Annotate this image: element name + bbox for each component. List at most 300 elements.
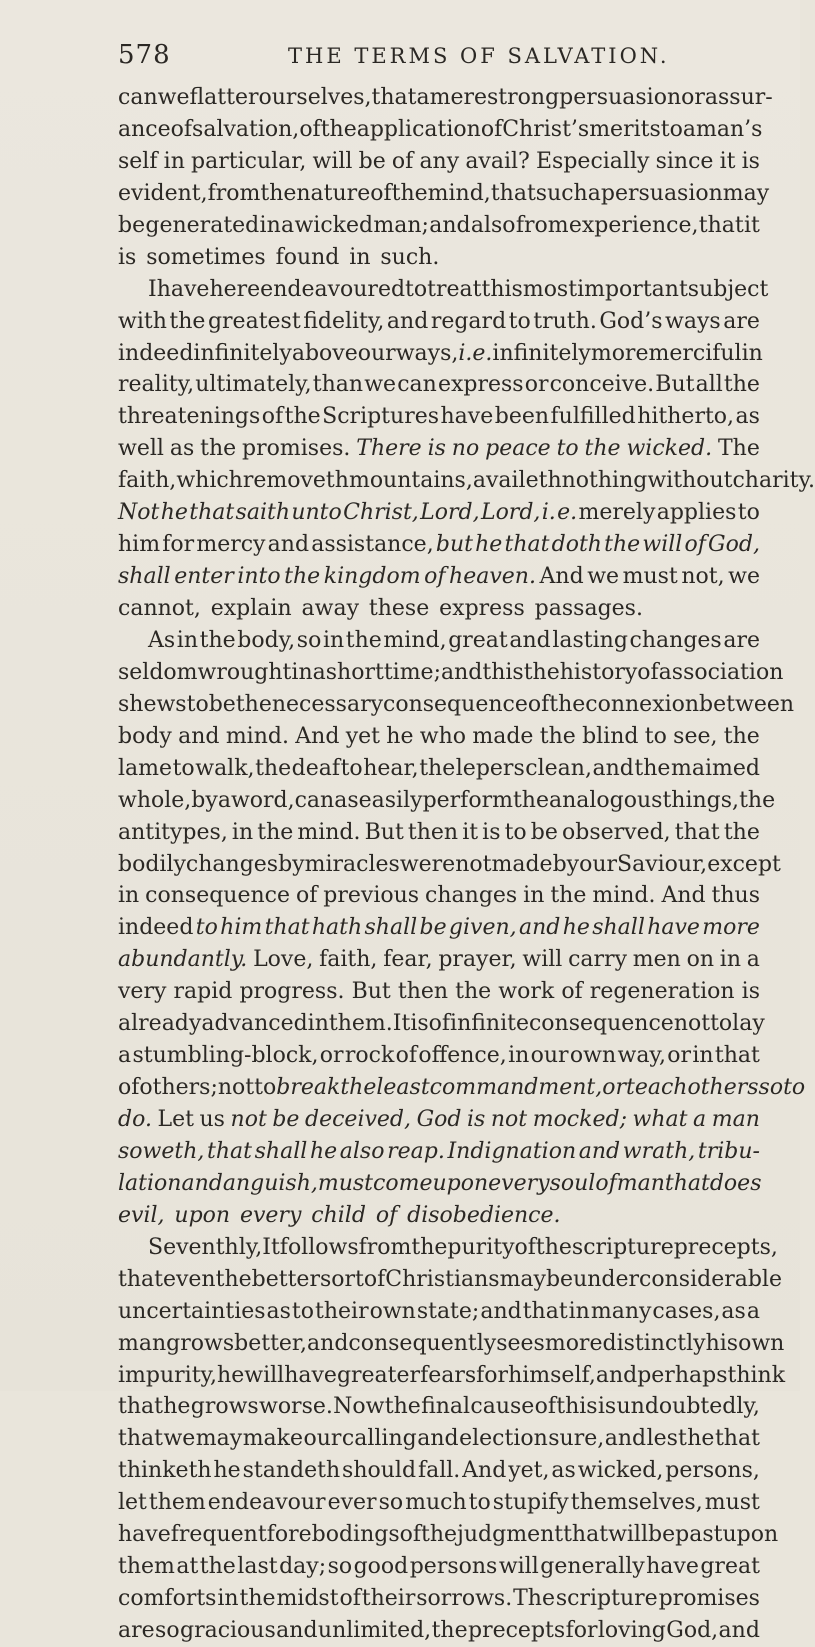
word: generally — [540, 1554, 645, 1580]
word: endeavoured — [260, 276, 406, 302]
word: distinctly — [602, 1330, 706, 1356]
word: persons, — [665, 1458, 760, 1484]
text-line — [118, 880, 760, 912]
word: and — [595, 1362, 638, 1388]
text-line — [118, 178, 770, 210]
word: midst — [276, 1586, 339, 1612]
word: break — [276, 1075, 341, 1101]
word: grows — [190, 1394, 259, 1420]
word: infinitely — [193, 340, 292, 366]
word: commandment, — [429, 1075, 603, 1101]
text-line — [118, 114, 763, 146]
text-line — [118, 1455, 760, 1487]
text-line — [118, 338, 763, 370]
word: must — [704, 1490, 760, 1516]
word: infinitely — [492, 340, 591, 366]
text-line — [118, 785, 776, 817]
word: cannot, — [118, 596, 201, 621]
text-line — [118, 1200, 760, 1232]
word: it — [719, 148, 736, 174]
word: uncertainties — [118, 1298, 266, 1324]
word: make — [242, 1426, 304, 1452]
word: forebodings — [266, 1522, 400, 1548]
word: so — [155, 1618, 180, 1643]
word: the — [549, 691, 586, 717]
text-line — [118, 849, 781, 881]
word: as — [266, 1298, 291, 1324]
word: There — [356, 436, 422, 462]
text-line — [118, 561, 760, 593]
word: and — [592, 755, 634, 781]
word: of — [370, 180, 392, 206]
word: yet, — [508, 1458, 550, 1484]
word: And — [295, 723, 340, 749]
word: given, — [448, 915, 517, 941]
word: loving — [597, 1618, 666, 1643]
word: we — [728, 564, 760, 590]
word: let — [118, 1490, 147, 1516]
word: were — [399, 851, 456, 877]
word: them — [118, 1554, 175, 1580]
word: that — [118, 1426, 163, 1452]
word: them — [148, 1490, 206, 1516]
word: and — [386, 308, 429, 334]
word: mind. — [297, 819, 361, 845]
word: these — [368, 596, 430, 621]
word: perform — [422, 787, 513, 813]
word: own — [738, 1330, 785, 1356]
word: express — [437, 372, 524, 398]
word: he — [687, 1426, 715, 1452]
word: ourselves, — [258, 85, 372, 110]
word: mountains, — [348, 468, 473, 494]
word: peace — [485, 436, 551, 462]
word: and — [429, 212, 471, 238]
word: offence, — [418, 1043, 507, 1069]
word: and — [578, 1138, 621, 1164]
word: shews — [118, 691, 187, 717]
word: more — [702, 915, 760, 941]
word: a — [746, 1298, 760, 1324]
word: to — [644, 723, 667, 749]
word: standeth — [242, 1458, 341, 1484]
word: under — [573, 1266, 640, 1292]
word: of — [480, 116, 503, 142]
word: observed, — [561, 819, 671, 845]
word: worse. — [258, 1394, 333, 1420]
word: blind — [582, 723, 639, 749]
word: ever — [327, 1490, 377, 1516]
word: fidelity, — [303, 308, 385, 334]
text-line — [118, 433, 760, 465]
word: this — [481, 276, 523, 302]
word: in — [692, 1043, 714, 1069]
word: of — [514, 1234, 536, 1260]
word: lation — [118, 1170, 182, 1196]
word: gracious — [179, 1618, 276, 1643]
word: the — [239, 1586, 276, 1612]
word: no — [451, 436, 480, 462]
word: promises — [658, 1586, 760, 1612]
word: the — [431, 1618, 468, 1643]
word: that — [714, 1043, 760, 1069]
word: come — [373, 1170, 433, 1196]
word: ways, — [395, 340, 459, 366]
word: every — [239, 1202, 302, 1228]
word: lame — [118, 755, 173, 781]
text-line — [118, 817, 760, 849]
word: reap. — [387, 1138, 445, 1164]
word: own — [369, 1298, 416, 1324]
word: shall — [364, 915, 418, 941]
text-line — [118, 1232, 778, 1264]
word: are — [723, 308, 760, 334]
word: he — [163, 1394, 191, 1420]
word: precepts — [467, 1618, 566, 1643]
word: reality, — [118, 372, 195, 398]
word: into — [237, 564, 281, 590]
word: men — [632, 947, 681, 973]
word: faith, — [319, 947, 378, 973]
word: can — [294, 787, 335, 813]
word: have — [646, 1554, 699, 1580]
word: sure, — [548, 1426, 605, 1452]
word: seldom — [118, 659, 198, 685]
word: shall — [118, 564, 171, 590]
word: be — [545, 1266, 574, 1292]
word: will — [608, 1522, 649, 1548]
word: in — [291, 659, 313, 685]
word: found — [275, 244, 340, 270]
word: the — [215, 1266, 252, 1292]
text-line — [118, 369, 760, 401]
word: it — [744, 212, 760, 238]
word: wicked, — [577, 1458, 664, 1484]
word: sees — [496, 1330, 545, 1356]
word: which — [176, 468, 243, 494]
text-line — [118, 625, 760, 657]
word: our — [579, 851, 618, 877]
word: is — [597, 1394, 617, 1420]
word: in — [508, 1043, 530, 1069]
word: purity — [447, 1234, 515, 1260]
word: be — [272, 1107, 300, 1132]
word: own — [569, 1043, 617, 1069]
word: election — [459, 1426, 548, 1452]
text-line — [118, 1264, 782, 1296]
word: since — [655, 148, 714, 174]
word: deceived, — [305, 1107, 412, 1132]
text-line — [118, 82, 773, 114]
word: e. — [472, 340, 493, 366]
word: maimed — [670, 755, 760, 781]
text-line — [118, 1104, 760, 1136]
word: wrath, — [622, 1138, 696, 1164]
word: God, — [708, 532, 760, 558]
word: grows — [166, 1330, 235, 1356]
word: the — [260, 180, 297, 206]
word: Christ’s — [502, 116, 590, 142]
word: will — [498, 1554, 539, 1580]
word: doth — [551, 532, 602, 558]
word: but — [435, 532, 473, 558]
word: the — [200, 436, 237, 462]
word: the — [235, 691, 272, 717]
word: God’s — [599, 308, 663, 334]
word: deaf — [291, 755, 341, 781]
word: the — [604, 532, 641, 558]
word: and — [604, 1426, 647, 1452]
word: e. — [557, 500, 578, 526]
word: and — [267, 532, 310, 558]
word: with — [118, 308, 167, 334]
word: necessary — [271, 691, 384, 717]
word: all — [695, 372, 723, 398]
word: in — [163, 148, 185, 174]
word: application — [356, 116, 481, 142]
word: and — [718, 1618, 760, 1643]
word: to — [195, 915, 218, 941]
word: a — [682, 116, 696, 142]
word: of — [527, 691, 550, 717]
word: a — [416, 85, 430, 110]
word: upon — [174, 1202, 231, 1228]
word: that — [664, 1170, 710, 1196]
word: avail? — [465, 148, 530, 174]
word: a — [281, 212, 295, 238]
word: between — [699, 691, 795, 717]
word: so — [327, 1554, 353, 1580]
word: he — [475, 532, 503, 558]
word: upon — [432, 1170, 489, 1196]
word: to — [783, 1075, 806, 1101]
text-line — [118, 689, 795, 721]
word: by — [552, 851, 580, 877]
word: the — [345, 627, 382, 653]
word: rapid — [173, 979, 233, 1005]
word: well — [118, 436, 164, 462]
word: his — [705, 1330, 739, 1356]
word: in — [259, 212, 281, 238]
text-line — [118, 1519, 779, 1551]
word: have — [647, 915, 700, 941]
word: of — [399, 1522, 422, 1548]
word: he — [217, 1362, 245, 1388]
word: time; — [383, 659, 441, 685]
word: man — [711, 1107, 760, 1132]
word: fears — [420, 1362, 477, 1388]
word: to — [405, 276, 428, 302]
word: mind. — [225, 723, 289, 749]
word: than — [312, 372, 364, 398]
word: But — [351, 979, 391, 1005]
word: that — [118, 1266, 163, 1292]
word: of — [170, 116, 193, 142]
word: is — [741, 979, 760, 1005]
word: made — [472, 723, 534, 749]
word: or — [602, 1075, 626, 1101]
word: evident, — [118, 180, 208, 206]
word: truth. — [533, 308, 597, 334]
word: this — [556, 1394, 598, 1420]
word: lay — [732, 1011, 765, 1037]
word: It — [392, 1011, 411, 1037]
word: final — [421, 1394, 471, 1420]
word: many — [590, 1298, 652, 1324]
word: judgment — [457, 1522, 564, 1548]
word: assistance, — [311, 532, 434, 558]
word: availeth — [472, 468, 562, 494]
text-line — [118, 465, 815, 497]
word: analogous — [548, 787, 663, 813]
word: does — [709, 1170, 762, 1196]
text-line — [118, 146, 760, 178]
word: Especially — [536, 148, 650, 174]
word: sort — [319, 1266, 364, 1292]
word: have — [284, 1362, 337, 1388]
word: shall — [254, 1138, 308, 1164]
text-line — [118, 1391, 760, 1423]
word: from — [515, 212, 569, 238]
word: association — [658, 659, 784, 685]
word: merciful — [648, 340, 742, 366]
word: him — [118, 532, 161, 558]
word: God, — [666, 1618, 719, 1643]
page-number: 578 — [118, 40, 171, 70]
word: greatest — [207, 308, 301, 334]
word: in — [568, 1298, 590, 1324]
word: explain — [210, 596, 292, 621]
word: been — [494, 404, 550, 430]
word: see, — [673, 723, 718, 749]
word: the — [257, 819, 294, 845]
word: regeneration — [589, 979, 735, 1005]
word: to — [468, 1490, 491, 1516]
word: of — [118, 1075, 140, 1101]
word: the — [535, 1234, 572, 1260]
text-line — [118, 401, 760, 433]
word: a — [587, 180, 601, 206]
word: of — [428, 1011, 451, 1037]
word: history — [559, 659, 638, 685]
word: others; — [139, 1075, 218, 1101]
word: do. — [118, 1107, 152, 1132]
word: ultimately, — [195, 372, 312, 398]
word: that — [714, 1426, 760, 1452]
word: teach — [625, 1075, 688, 1101]
word: in — [523, 883, 545, 909]
word: in — [719, 947, 741, 973]
word: in — [741, 340, 763, 366]
text-line — [118, 976, 760, 1008]
word: whole, — [118, 787, 192, 813]
word: and — [417, 1426, 459, 1452]
word: as — [334, 787, 359, 813]
word: so — [378, 1490, 404, 1516]
word: for — [476, 1362, 509, 1388]
word: to — [172, 755, 195, 781]
word: that — [371, 85, 417, 110]
word: Now — [333, 1394, 385, 1420]
word: ance — [118, 116, 171, 142]
word: at — [176, 1554, 199, 1580]
word: mere — [429, 85, 488, 110]
word: every — [488, 1170, 550, 1196]
word: the — [723, 723, 760, 749]
word: merely — [578, 500, 656, 526]
word: disobedience. — [407, 1202, 561, 1228]
word: man; — [373, 212, 429, 238]
word: he — [213, 1458, 241, 1484]
word: think — [727, 1362, 786, 1388]
word: sorrows. — [416, 1586, 513, 1612]
word: so — [296, 627, 322, 653]
word: heaven. — [449, 564, 536, 590]
word: their — [315, 1298, 369, 1324]
word: in — [231, 819, 254, 845]
word: particular, — [191, 148, 307, 174]
word: things, — [662, 787, 740, 813]
word: he — [386, 723, 414, 749]
word: will — [244, 1362, 285, 1388]
word: not — [490, 1107, 528, 1132]
word: The — [717, 436, 760, 462]
word: It — [262, 1234, 280, 1260]
word: man’s — [695, 116, 763, 142]
word: flatter — [189, 85, 259, 110]
word: himself, — [508, 1362, 596, 1388]
word: may — [195, 1426, 243, 1452]
word: he — [562, 915, 590, 941]
word: carry — [568, 947, 627, 973]
word: may — [722, 180, 770, 206]
word: miracles — [304, 851, 400, 877]
word: thus — [711, 883, 760, 909]
text-line — [118, 1487, 760, 1519]
word: from — [207, 180, 261, 206]
word: saith — [235, 500, 290, 526]
word: who — [419, 723, 467, 749]
word: the — [523, 659, 560, 685]
word: and — [307, 1330, 349, 1356]
word: be — [208, 691, 236, 717]
word: the — [255, 755, 292, 781]
word: more — [544, 1330, 603, 1356]
word: wicked — [294, 212, 374, 238]
word: in — [307, 1011, 329, 1037]
word: antitypes, — [118, 819, 228, 845]
word: short — [325, 659, 384, 685]
word: the — [723, 819, 760, 845]
word: will — [312, 148, 353, 174]
word: on — [686, 947, 715, 973]
word: to — [186, 691, 209, 717]
word: as — [735, 404, 760, 430]
word: of — [363, 1266, 386, 1292]
word: Lord, — [420, 500, 480, 526]
word: the — [584, 436, 621, 462]
word: have — [118, 1522, 171, 1548]
word: applies — [656, 500, 737, 526]
word: faith, — [118, 468, 177, 494]
word: Lord, — [480, 500, 541, 526]
word: strong — [487, 85, 560, 110]
word: and — [480, 1298, 522, 1324]
word: as — [721, 1298, 746, 1324]
text-line — [118, 210, 760, 242]
word: the — [384, 1394, 421, 1420]
word: in — [322, 627, 345, 653]
